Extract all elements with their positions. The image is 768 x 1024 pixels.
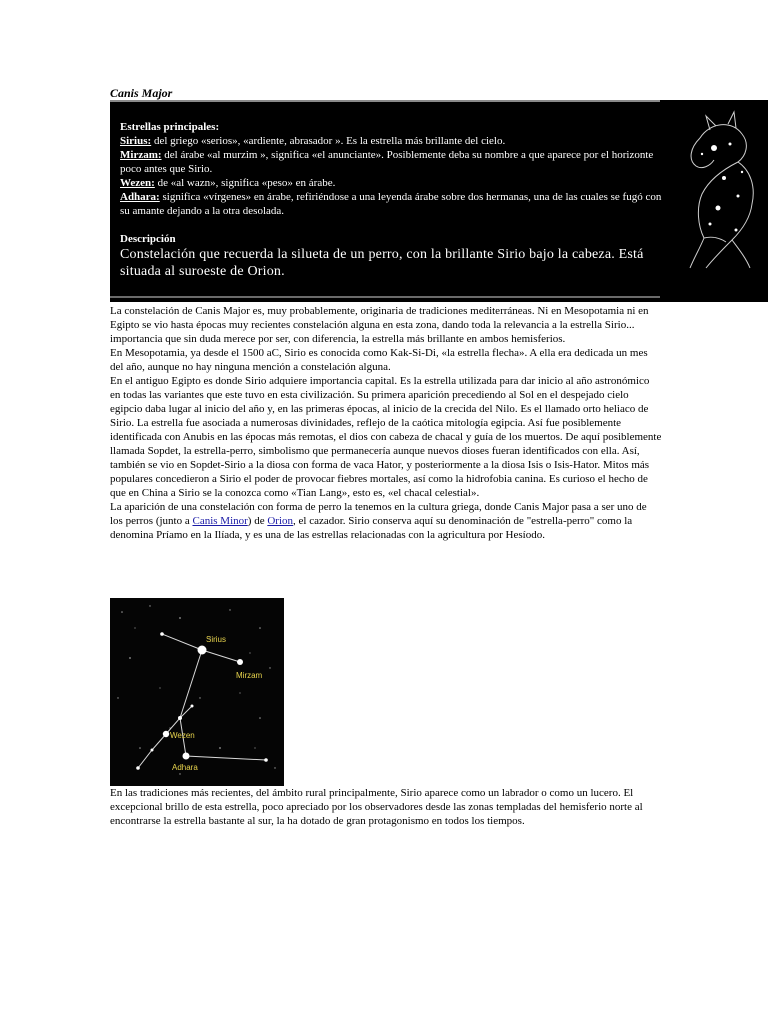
- divider-bottom: [110, 296, 660, 298]
- article-body: [110, 304, 662, 542]
- star-desc: significa «vírgenes» en árabe, refiriéndose a una leyenda árabe sobre dos hermanas, una de las cuales se fugó con su amante dejando a la otra desolada.: [120, 191, 662, 217]
- star-desc: de «al wazn», significa «peso» en árabe.: [154, 177, 336, 189]
- star-entry-mirzam: [120, 148, 665, 176]
- star-wezen: [163, 731, 169, 737]
- star-name: Sirius:: [120, 135, 152, 147]
- text-span: ) de: [247, 515, 268, 527]
- constellation-star-map: [110, 598, 284, 786]
- info-box: [110, 100, 768, 302]
- orion-link[interactable]: Orion: [267, 515, 294, 527]
- paragraph: En Mesopotamia, ya desde el 1500 aC, Sirio es conocida como Kak-Si-Di, «la estrella flecha». A ella era dedicada un mes del año, aunque no hay ninguna mención a constelación alguna.: [110, 347, 648, 373]
- paragraph-greek: [110, 500, 662, 542]
- paragraph: En el antiguo Egipto es donde Sirio adquiere importancia capital. Es la estrella utilizada para dar inicio al año astronómico en todas las variantes que este tuvo en esta civilización. Su primera aparición precediendo al Sol en el despejado cielo egipcio daba lugar al inicio del año y, en las primeras épocas, al inicio de la crecida del Nilo. Es el llamado orto heliaco de Sirio. La estrella fue asociada a numerosas divinidades, reflejo de la caótica mitología egipcia. Así fue posiblemente identificada con Anubis en las épocas más remotas, el dios con cabeza de chacal y guía de los muertos. De aquí posiblemente llamada Sopdet, la estrella-perro, simbolismo que permanecería aunque nuevos dioses fueran identificados con ella. Así, también se vio en Sopdet-Sirio a la diosa con forma de vaca Hator, y posteriormente a la diosa Isis o Isis-Hator. Mitos más populares concedieron a Sirio el poder de provocar fiebres mortales, así como la hidrofobia canina. Es curioso el hecho de que en China a Sirio se la conozca como «Tian Lang», esto es, «el chacal celestial».: [110, 375, 662, 499]
- label-sirius: Sirius: [206, 635, 227, 644]
- label-mirzam: Mirzam: [236, 671, 263, 680]
- info-box-content: [120, 120, 665, 280]
- star-name: Adhara:: [120, 191, 160, 203]
- label-adhara: Adhara: [172, 763, 198, 772]
- star-name: Mirzam:: [120, 149, 162, 161]
- description-heading: Descripción: [120, 233, 176, 245]
- divider-top: [110, 100, 660, 102]
- label-wezen: Wezen: [170, 731, 195, 740]
- page-title: Canis Major: [110, 86, 173, 100]
- text-span: , el cazador. Sirio conserva aquí su denominación de "estrella-perro" como la denomina Príamo en la Ilíada, y es una de las estrellas relacionadas con la agricultura por Hesíodo.: [110, 515, 633, 541]
- description-text: Constelación que recuerda la silueta de un perro, con la brillante Sirio bajo la cabeza. Está situada al suroeste de Orion.: [120, 247, 644, 279]
- star-adhara: [183, 753, 190, 760]
- star-name: Wezen:: [120, 177, 155, 189]
- paragraph: La constelación de Canis Major es, muy probablemente, originaria de tradiciones mediterráneas. Ni en Mesopotamia ni en Egipto se vio hasta épocas muy recientes constelación alguna en esta zona, dando toda la relevancia a la estrella Sirio... importancia que sin duda merece por ser, con diferencia, la estrella más brillante en ambos hemisferios.: [110, 305, 649, 345]
- star-desc: del árabe «al murzim », significa «el anunciante». Posiblemente deba su nombre a que aparece por el horizonte poco antes que Sirio.: [120, 149, 654, 175]
- closing-paragraph-block: [110, 786, 662, 828]
- star-entry-wezen: [120, 176, 665, 190]
- star-desc: del griego «serios», «ardiente, abrasador ». Es la estrella más brillante del cielo.: [151, 135, 506, 147]
- text-span: La aparición de una constelación con forma de perro la tenemos en la cultura griega, donde Canis Major pasa a ser uno de los perros (junto a: [110, 501, 647, 527]
- canis-minor-link[interactable]: Canis Minor: [192, 515, 248, 527]
- canis-major-dog-illustration: [680, 108, 768, 276]
- paragraph: En las tradiciones más recientes, del ámbito rural principalmente, Sirio aparece como un labrador o como un lucero. El excepcional brillo de esta estrella, poco apreciado por los observadores desde las zonas templadas del hemisferio norte al encontrarse la estrella bastante al sur, la ha dotado de gran protagonismo en todos los tiempos.: [110, 787, 643, 827]
- star-entry-adhara: [120, 190, 665, 218]
- star-entry-sirius: [120, 134, 665, 148]
- star-mirzam: [237, 659, 243, 665]
- stars-heading: Estrellas principales:: [120, 121, 220, 133]
- star-sirius: [198, 646, 207, 655]
